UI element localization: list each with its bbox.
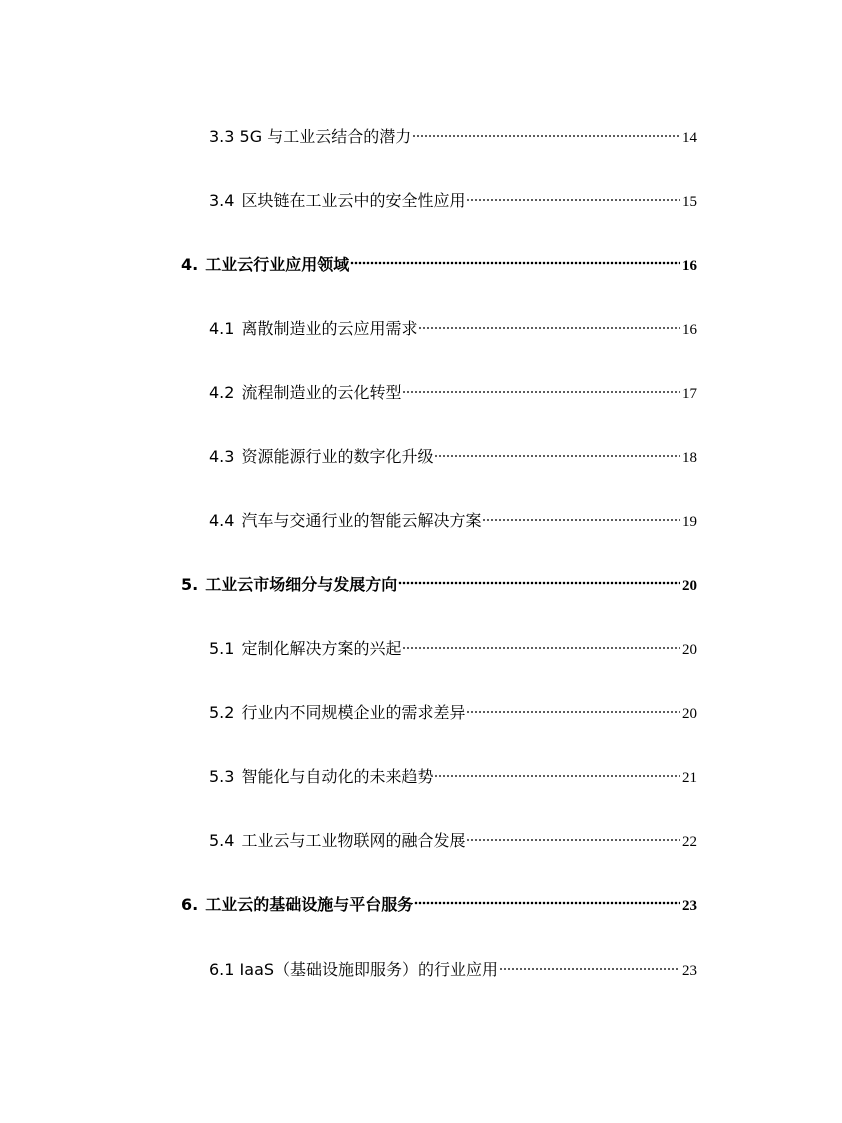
toc-section-number: 6.: [181, 895, 199, 914]
dot-leader: [418, 310, 680, 334]
dot-leader: [499, 951, 680, 975]
toc-entry-text: [209, 317, 417, 341]
toc-section-number: 4.: [181, 255, 199, 274]
toc-section-title: 汽车与交通行业的智能云解决方案: [241, 511, 482, 530]
toc-section-number: 5.3: [209, 767, 235, 786]
dot-leader: [350, 246, 680, 270]
toc-entry-text: [209, 958, 498, 982]
toc-entry-4-1[interactable]: [209, 310, 697, 338]
toc-section-number: 6.1: [209, 960, 235, 979]
toc-section-title: 5G 与工业云结合的潜力: [239, 127, 412, 146]
dot-leader: [414, 886, 680, 910]
toc-section-number: 5.1: [209, 639, 235, 658]
toc-entry-4-4[interactable]: [209, 502, 697, 530]
toc-entry-text: [209, 445, 433, 469]
toc-section-title: 智能化与自动化的未来趋势: [241, 767, 434, 786]
dot-leader: [402, 374, 680, 398]
toc-section-title: 区块链在工业云中的安全性应用: [241, 191, 466, 210]
dot-leader: [398, 566, 680, 590]
toc-section-number: 3.3: [209, 127, 235, 146]
toc-section-title: 工业云与工业物联网的融合发展: [241, 831, 466, 850]
toc-section-title: IaaS（基础设施即服务）的行业应用: [239, 960, 499, 979]
toc-entry-3-3[interactable]: [209, 118, 697, 146]
toc-section-title: 离散制造业的云应用需求: [241, 319, 418, 338]
toc-section-number: 5.4: [209, 831, 235, 850]
toc-section-number: 4.1: [209, 319, 235, 338]
toc-page-number: 17: [682, 386, 697, 402]
toc-page-number: 16: [682, 258, 697, 274]
toc-entry-5-1[interactable]: [209, 630, 697, 658]
toc-entry-text: [209, 509, 481, 533]
toc-entry-5-2[interactable]: [209, 694, 697, 722]
dot-leader: [466, 694, 680, 718]
toc-section-number: 4.2: [209, 383, 235, 402]
toc-section-title: 工业云市场细分与发展方向: [205, 575, 398, 594]
dot-leader: [412, 118, 680, 142]
toc-entry-text: [209, 381, 401, 405]
toc-entry-text: [181, 253, 349, 277]
toc-page-number: 16: [682, 322, 697, 338]
toc-entry-text: [209, 125, 411, 149]
toc-entry-6-1[interactable]: [209, 951, 697, 979]
toc-page-number: 20: [682, 706, 697, 722]
toc-page-number: 14: [682, 130, 697, 146]
toc-page-number: 21: [682, 770, 697, 786]
toc-page-number: 15: [682, 194, 697, 210]
dot-leader: [434, 438, 680, 462]
toc-section-title: 工业云的基础设施与平台服务: [205, 895, 414, 914]
toc-page-number: 20: [682, 578, 697, 594]
toc-section-number: 5.2: [209, 703, 235, 722]
toc-entry-text: [181, 893, 413, 917]
toc-entry-5-4[interactable]: [209, 822, 697, 850]
toc-entry-5-3[interactable]: [209, 758, 697, 786]
toc-page-number: 20: [682, 642, 697, 658]
toc-section-number: 4.3: [209, 447, 235, 466]
toc-section-number: 5.: [181, 575, 199, 594]
toc-page-number: 19: [682, 514, 697, 530]
toc-entry-3-4[interactable]: [209, 182, 697, 210]
toc-page-number: 22: [682, 834, 697, 850]
toc-section-title: 资源能源行业的数字化升级: [241, 447, 434, 466]
toc-entry-5[interactable]: [181, 566, 697, 594]
toc-page-number: 23: [682, 898, 697, 914]
toc-entry-text: [209, 829, 465, 853]
toc-section-number: 3.4: [209, 191, 235, 210]
dot-leader: [466, 822, 680, 846]
toc-entry-4-2[interactable]: [209, 374, 697, 402]
dot-leader: [434, 758, 680, 782]
toc-entry-4[interactable]: [181, 246, 697, 274]
dot-leader: [402, 630, 680, 654]
dot-leader: [482, 502, 680, 526]
toc-section-title: 定制化解决方案的兴起: [241, 639, 402, 658]
toc-entry-text: [181, 573, 397, 597]
toc-section-title: 工业云行业应用领域: [205, 255, 350, 274]
toc-page-number: 18: [682, 450, 697, 466]
toc-entry-4-3[interactable]: [209, 438, 697, 466]
toc-entry-6[interactable]: [181, 886, 697, 914]
toc-section-title: 行业内不同规模企业的需求差异: [241, 703, 466, 722]
toc-section-title: 流程制造业的云化转型: [241, 383, 402, 402]
toc-entry-text: [209, 637, 401, 661]
dot-leader: [466, 182, 680, 206]
toc-page-number: 23: [682, 963, 697, 979]
toc-entry-text: [209, 701, 465, 725]
toc-entry-text: [209, 189, 465, 213]
toc-entry-text: [209, 765, 433, 789]
toc-section-number: 4.4: [209, 511, 235, 530]
